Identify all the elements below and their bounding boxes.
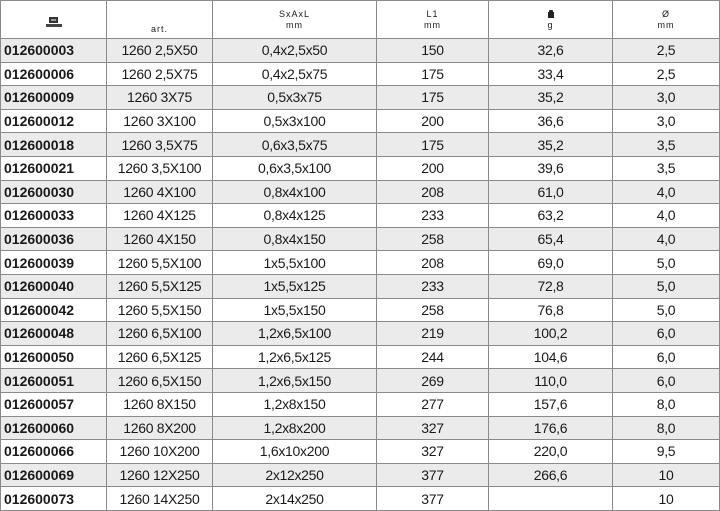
length-cell: 377 [377, 487, 489, 511]
table-row [1, 227, 720, 251]
article-cell: 1260 8X200 [107, 416, 213, 440]
weight-cell: 35,2 [489, 133, 613, 157]
dimensions-cell: 0,4x2,5x50 [213, 39, 377, 63]
dimensions-cell: 0,5x3x100 [213, 109, 377, 133]
weight-cell: 157,6 [489, 392, 613, 416]
length-cell: 175 [377, 86, 489, 110]
weight-cell: 63,2 [489, 204, 613, 228]
weight-cell: 39,6 [489, 156, 613, 180]
article-cell: 1260 4X125 [107, 204, 213, 228]
weight-cell: 72,8 [489, 274, 613, 298]
diameter-cell: 8,0 [613, 392, 720, 416]
diameter-cell: 8,0 [613, 416, 720, 440]
article-cell: 1260 8X150 [107, 392, 213, 416]
length-cell: 175 [377, 133, 489, 157]
weight-cell: 33,4 [489, 62, 613, 86]
diameter-cell: 6,0 [613, 345, 720, 369]
dimensions-cell: 0,5x3x75 [213, 86, 377, 110]
code-cell: 012600048 [1, 322, 107, 346]
weight-cell: 76,8 [489, 298, 613, 322]
weight-cell: 32,6 [489, 39, 613, 63]
weight-cell: 110,0 [489, 369, 613, 393]
code-cell: 012600006 [1, 62, 107, 86]
diameter-cell: 2,5 [613, 39, 720, 63]
article-cell: 1260 6,5X125 [107, 345, 213, 369]
code-cell: 012600018 [1, 133, 107, 157]
article-cell: 1260 3X75 [107, 86, 213, 110]
table-body [1, 39, 720, 511]
code-cell: 012600039 [1, 251, 107, 275]
dimensions-cell: 0,6x3,5x75 [213, 133, 377, 157]
length-cell: 175 [377, 62, 489, 86]
length-cell: 327 [377, 440, 489, 464]
diameter-cell: 4,0 [613, 204, 720, 228]
header-weight-unit: g [547, 19, 554, 30]
table-row [1, 133, 720, 157]
article-cell: 1260 3,5X75 [107, 133, 213, 157]
diameter-cell: 6,0 [613, 369, 720, 393]
header-dimensions-unit: mm [286, 19, 303, 30]
code-cell: 012600012 [1, 109, 107, 133]
length-cell: 269 [377, 369, 489, 393]
code-cell: 012600042 [1, 298, 107, 322]
diameter-cell: 2,5 [613, 62, 720, 86]
article-cell: 1260 3X100 [107, 109, 213, 133]
weight-cell [489, 487, 613, 511]
code-cell: 012600051 [1, 369, 107, 393]
table-row [1, 487, 720, 511]
diameter-cell: 5,0 [613, 251, 720, 275]
dimensions-cell: 0,6x3,5x100 [213, 156, 377, 180]
dimensions-cell: 1,2x6,5x150 [213, 369, 377, 393]
dimensions-cell: 1x5,5x100 [213, 251, 377, 275]
length-cell: 219 [377, 322, 489, 346]
weight-cell: 266,6 [489, 463, 613, 487]
header-diameter [613, 1, 720, 39]
code-cell: 012600009 [1, 86, 107, 110]
code-cell: 012600003 [1, 39, 107, 63]
table-row [1, 440, 720, 464]
dimensions-cell: 2x14x250 [213, 487, 377, 511]
header-length-label: L1 [426, 8, 439, 19]
table-row [1, 322, 720, 346]
article-cell: 1260 12X250 [107, 463, 213, 487]
diameter-cell: 3,5 [613, 156, 720, 180]
diameter-cell: 3,5 [613, 133, 720, 157]
header-article [107, 1, 213, 39]
dimensions-cell: 1,2x8x200 [213, 416, 377, 440]
table-row [1, 156, 720, 180]
article-cell: 1260 4X100 [107, 180, 213, 204]
length-cell: 208 [377, 180, 489, 204]
weight-cell: 35,2 [489, 86, 613, 110]
table-row [1, 416, 720, 440]
table-row [1, 298, 720, 322]
length-cell: 200 [377, 109, 489, 133]
table-row [1, 463, 720, 487]
article-cell: 1260 5,5X125 [107, 274, 213, 298]
diameter-cell: 3,0 [613, 109, 720, 133]
dimensions-cell: 0,8x4x150 [213, 227, 377, 251]
code-cell: 012600030 [1, 180, 107, 204]
weight-cell: 176,6 [489, 416, 613, 440]
code-cell: 012600036 [1, 227, 107, 251]
dimensions-cell: 1,6x10x200 [213, 440, 377, 464]
table-row [1, 345, 720, 369]
table-row [1, 251, 720, 275]
length-cell: 258 [377, 298, 489, 322]
article-cell: 1260 4X150 [107, 227, 213, 251]
weight-cell: 100,2 [489, 322, 613, 346]
article-cell: 1260 2,5X50 [107, 39, 213, 63]
table-row [1, 369, 720, 393]
article-cell: 1260 5,5X150 [107, 298, 213, 322]
dimensions-cell: 0,8x4x100 [213, 180, 377, 204]
length-cell: 233 [377, 274, 489, 298]
dimensions-cell: 1,2x8x150 [213, 392, 377, 416]
length-cell: 233 [377, 204, 489, 228]
weight-cell: 104,6 [489, 345, 613, 369]
header-dimensions-label: SxAxL [278, 8, 310, 19]
dimensions-cell: 1x5,5x125 [213, 274, 377, 298]
header-weight [489, 1, 613, 39]
diameter-cell: 9,5 [613, 440, 720, 464]
code-cell: 012600057 [1, 392, 107, 416]
length-cell: 208 [377, 251, 489, 275]
weight-cell: 65,4 [489, 227, 613, 251]
header-dimensions [213, 1, 377, 39]
header-length-unit: mm [424, 19, 441, 30]
weight-cell: 36,6 [489, 109, 613, 133]
header-code [1, 1, 107, 39]
code-cell: 012600069 [1, 463, 107, 487]
code-cell: 012600050 [1, 345, 107, 369]
dimensions-cell: 1,2x6,5x125 [213, 345, 377, 369]
article-cell: 1260 6,5X100 [107, 322, 213, 346]
table-row [1, 86, 720, 110]
code-cell: 012600073 [1, 487, 107, 511]
header-row [1, 1, 720, 39]
length-cell: 258 [377, 227, 489, 251]
code-cell: 012600033 [1, 204, 107, 228]
length-cell: 244 [377, 345, 489, 369]
article-cell: 1260 10X200 [107, 440, 213, 464]
diameter-cell: 3,0 [613, 86, 720, 110]
table-header [1, 1, 720, 39]
article-cell: 1260 5,5X100 [107, 251, 213, 275]
table-row [1, 274, 720, 298]
code-cell: 012600040 [1, 274, 107, 298]
weight-cell: 61,0 [489, 180, 613, 204]
code-cell: 012600021 [1, 156, 107, 180]
diameter-cell: 6,0 [613, 322, 720, 346]
diameter-cell: 5,0 [613, 274, 720, 298]
table-row [1, 109, 720, 133]
dimensions-cell: 0,4x2,5x75 [213, 62, 377, 86]
article-cell: 1260 14X250 [107, 487, 213, 511]
table-row [1, 39, 720, 63]
length-cell: 377 [377, 463, 489, 487]
diameter-cell: 10 [613, 463, 720, 487]
table-row [1, 392, 720, 416]
header-diameter-unit: mm [657, 19, 675, 30]
diameter-cell: 4,0 [613, 227, 720, 251]
header-article-label: art. [150, 24, 168, 34]
weight-cell: 69,0 [489, 251, 613, 275]
weight-cell: 220,0 [489, 440, 613, 464]
article-cell: 1260 6,5X150 [107, 369, 213, 393]
header-diameter-label: Ø [661, 8, 670, 19]
length-cell: 327 [377, 416, 489, 440]
header-length [377, 1, 489, 39]
article-cell: 1260 2,5X75 [107, 62, 213, 86]
dimensions-cell: 0,8x4x125 [213, 204, 377, 228]
dimensions-cell: 2x12x250 [213, 463, 377, 487]
length-cell: 150 [377, 39, 489, 63]
dimensions-cell: 1x5,5x150 [213, 298, 377, 322]
dimensions-cell: 1,2x6,5x100 [213, 322, 377, 346]
table-row [1, 62, 720, 86]
code-cell: 012600060 [1, 416, 107, 440]
table-row [1, 204, 720, 228]
diameter-cell: 10 [613, 487, 720, 511]
article-cell: 1260 3,5X100 [107, 156, 213, 180]
diameter-cell: 5,0 [613, 298, 720, 322]
length-cell: 200 [377, 156, 489, 180]
table-row [1, 180, 720, 204]
length-cell: 277 [377, 392, 489, 416]
diameter-cell: 4,0 [613, 180, 720, 204]
weight-icon [548, 10, 554, 18]
code-cell: 012600066 [1, 440, 107, 464]
computer-icon [46, 17, 62, 27]
